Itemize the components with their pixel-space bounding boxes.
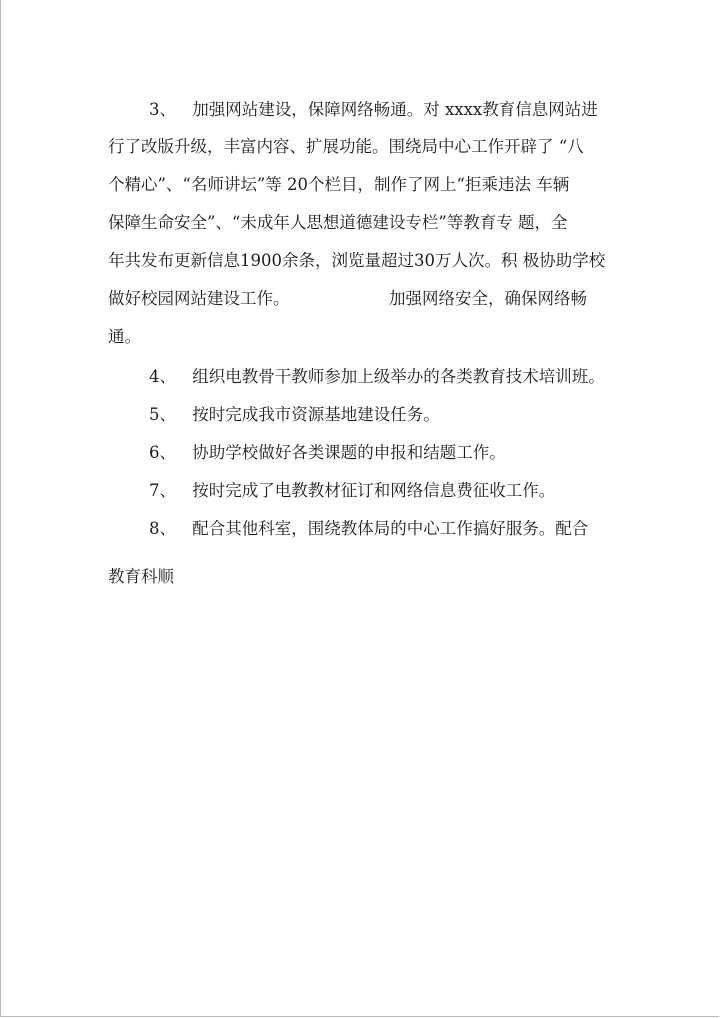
paragraph-text: 教育科顺	[108, 567, 174, 586]
paragraph-number: 3、	[149, 100, 176, 119]
paragraph-3-line-2	[108, 136, 584, 158]
paragraph-3-line-4	[108, 212, 568, 234]
paragraph-text: 保障生命安全”、“未成年人思想道德建设专栏”等教育专 题，全	[108, 213, 568, 232]
item-number: 6、	[149, 443, 176, 462]
item-text: 组织电教骨干教师参加上级举办的各类教育技术培训班。	[192, 367, 605, 386]
item-text: 按时完成我市资源基地建设任务。	[192, 405, 440, 424]
list-item-4	[149, 366, 605, 388]
list-item-8	[149, 518, 588, 540]
item-number: 8、	[149, 519, 176, 538]
paragraph-text: 通。	[108, 327, 141, 346]
paragraph-3-line-6	[108, 288, 290, 310]
item-text: 协助学校做好各类课题的申报和结题工作。	[192, 443, 506, 462]
item-text: 按时完成了电教教材征订和网络信息费征收工作。	[192, 481, 556, 500]
item-number: 5、	[149, 405, 176, 424]
paragraph-3-line-7	[108, 326, 141, 348]
paragraph-3-line-5	[108, 250, 605, 272]
paragraph-3-line-1	[149, 99, 598, 121]
list-item-6	[149, 442, 506, 464]
paragraph-text: 行了改版升级，丰富内容、扩展功能。围绕局中心工作开辟了 “八	[108, 137, 584, 156]
item-number: 7、	[149, 481, 176, 500]
list-item-7	[149, 480, 555, 502]
last-line	[108, 566, 174, 588]
item-text: 配合其他科室，围绕教体局的中心工作搞好服务。配合	[192, 519, 589, 538]
paragraph-text: 加强网站建设，保障网络畅通。对 xxxx教育信息网站进	[192, 100, 598, 119]
list-item-5	[149, 404, 440, 426]
paragraph-text: 加强网络安全，确保网络畅	[389, 289, 587, 308]
paragraph-text: 做好校园网站建设工作。	[108, 289, 290, 308]
paragraph-3-line-3	[108, 174, 569, 196]
paragraph-3-line-6-second-part	[389, 288, 587, 310]
paragraph-text: 年共发布更新信息1900余条，浏览量超过30万人次。积 极协助学校	[108, 251, 606, 270]
item-number: 4、	[149, 367, 176, 386]
paragraph-text: 个精心”、“名师讲坛”等 20个栏目，制作了网上“拒乘违法 车辆	[108, 175, 570, 194]
